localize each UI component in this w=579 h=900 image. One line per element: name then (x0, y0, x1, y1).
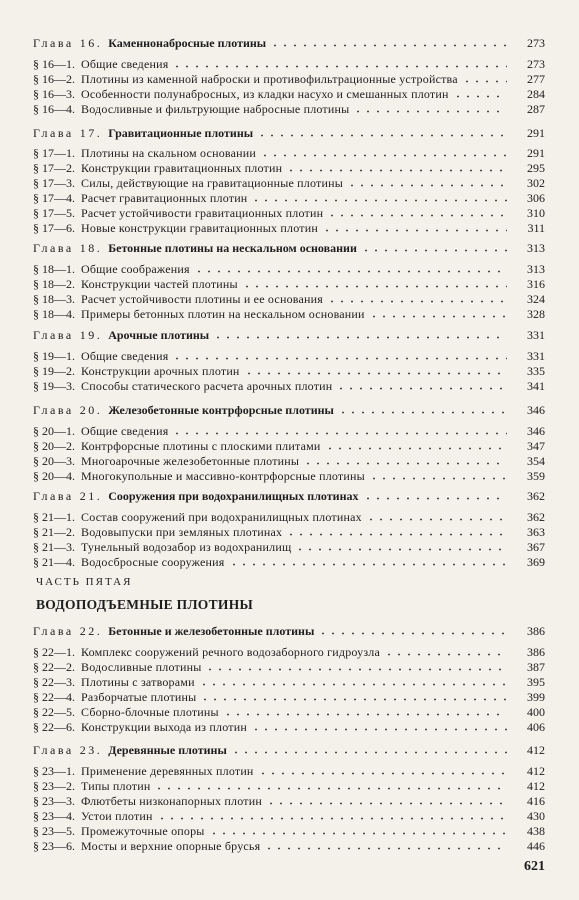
dot-leader (209, 825, 507, 835)
chapter-label: Глава (33, 624, 74, 638)
section-number: § 17—1. (33, 146, 75, 160)
page-ref: 363 (527, 525, 545, 539)
toc-entry (33, 176, 545, 191)
toc-entry (33, 469, 545, 484)
page-ref: 446 (527, 839, 545, 853)
toc-entry (33, 292, 545, 307)
dot-leader (172, 425, 507, 435)
section-title: Флютбеты низконапорных плотин (81, 794, 262, 808)
toc-entry (33, 690, 545, 705)
page-ref: 412 (527, 779, 545, 793)
section-number: § 22—2. (33, 660, 75, 674)
toc-entry (33, 87, 545, 102)
section-title: Расчет устойчивости плотины и ее основания (81, 292, 323, 306)
section-title: Мосты и верхние опорные брусья (81, 839, 261, 853)
section-title: Водосливные плотины (81, 660, 202, 674)
section-title: Типы плотин (81, 779, 151, 793)
toc-entry (33, 525, 545, 540)
page-ref: 277 (527, 72, 545, 86)
toc-entry (33, 161, 545, 176)
chapter-label: Глава (33, 328, 74, 342)
dot-leader (384, 646, 507, 656)
toc-entry (33, 660, 545, 675)
toc-entry (33, 57, 545, 72)
section-title: Применение деревянных плотин (81, 764, 254, 778)
toc-entry (33, 72, 545, 87)
toc-entry (33, 645, 545, 660)
page-ref: 367 (527, 540, 545, 554)
page-ref: 311 (527, 221, 545, 235)
chapter-title: Арочные плотины (108, 328, 210, 342)
page-ref: 359 (527, 469, 545, 483)
page-ref: 369 (527, 555, 545, 569)
dot-leader (361, 242, 507, 252)
part-label: ЧАСТЬ ПЯТАЯ (36, 576, 133, 588)
page-ref: 354 (527, 454, 545, 468)
page-ref: 400 (527, 705, 545, 719)
dot-leader (286, 526, 507, 536)
section-number: § 22—1. (33, 645, 75, 659)
section-title: Общие сведения (81, 57, 169, 71)
section-title: Примеры бетонных плотин на нескальном основании (81, 307, 365, 321)
section-number: § 16—3. (33, 87, 75, 101)
chapter-title: Каменнонабросные плотины (108, 36, 267, 50)
dot-leader (369, 308, 507, 318)
page-ref: 291 (527, 126, 545, 140)
page-ref: 395 (527, 675, 545, 689)
dot-leader (244, 365, 507, 375)
dot-leader (257, 127, 507, 137)
dot-leader (260, 147, 507, 157)
dot-leader (251, 721, 507, 731)
section-number: § 22—4. (33, 690, 75, 704)
toc-entry (33, 824, 545, 839)
section-title: Тунельный водозабор из водохранилищ (81, 540, 292, 554)
page-number: 621 (524, 859, 545, 874)
dot-leader (251, 192, 507, 202)
section-title: Способы статического расчета арочных плотин (81, 379, 333, 393)
section-title: Силы, действующие на гравитационные плотины (81, 176, 343, 190)
page-ref: 412 (527, 764, 545, 778)
dot-leader (327, 207, 507, 217)
section-number: § 23—2. (33, 779, 75, 793)
section-number: § 17—6. (33, 221, 75, 235)
dot-leader (205, 661, 507, 671)
chapter-label: Глава (33, 489, 74, 503)
page-ref: 331 (527, 349, 545, 363)
section-number: § 22—5. (33, 705, 75, 719)
section-title: Конструкции выхода из плотин (81, 720, 247, 734)
section-title: Конструкции частей плотины (81, 277, 238, 291)
chapter-title: Бетонные и железобетонные плотины (108, 624, 315, 638)
chapter-label: Глава (33, 403, 74, 417)
dot-leader (318, 625, 507, 635)
page-ref: 362 (527, 489, 545, 503)
dot-leader (172, 350, 507, 360)
section-number: § 16—1. (33, 57, 75, 71)
section-title: Общие соображения (81, 262, 190, 276)
page-ref: 302 (527, 176, 545, 190)
section-number: § 23—4. (33, 809, 75, 823)
section-number: § 20—4. (33, 469, 75, 483)
page-ref: 287 (527, 102, 545, 116)
page-ref: 438 (527, 824, 545, 838)
page-ref: 310 (527, 206, 545, 220)
page-ref: 346 (527, 424, 545, 438)
section-title: Расчет гравитационных плотин (81, 191, 248, 205)
dot-leader (322, 222, 507, 232)
page-ref: 313 (527, 241, 545, 255)
dot-leader (231, 744, 507, 754)
section-number: § 16—4. (33, 102, 75, 116)
section-number: § 23—3. (33, 794, 75, 808)
dot-leader (453, 88, 507, 98)
chapter-number: 22. (79, 624, 103, 638)
dot-leader (369, 470, 507, 480)
page-ref: 412 (527, 743, 545, 757)
section-title: Общие сведения (81, 349, 169, 363)
section-title: Водосливные и фильтрующие набросные плотины (81, 102, 350, 116)
page-ref: 324 (527, 292, 545, 306)
page-ref: 306 (527, 191, 545, 205)
page-ref: 335 (527, 364, 545, 378)
dot-leader (266, 795, 507, 805)
chapter-number: 17. (79, 126, 103, 140)
chapter-title: Сооружения при водохранилищных плотинах (108, 489, 359, 503)
dot-leader (286, 162, 507, 172)
chapter-number: 19. (79, 328, 103, 342)
section-number: § 20—2. (33, 439, 75, 453)
part-title: ВОДОПОДЪЕМНЫЕ ПЛОТИНЫ (36, 597, 254, 612)
section-number: § 22—3. (33, 675, 75, 689)
section-number: § 16—2. (33, 72, 75, 86)
page-ref: 313 (527, 262, 545, 276)
section-title: Разборчатые плотины (81, 690, 197, 704)
toc-entry (33, 221, 545, 236)
page-ref: 406 (527, 720, 545, 734)
dot-leader (353, 103, 507, 113)
section-number: § 20—3. (33, 454, 75, 468)
dot-leader (172, 58, 507, 68)
section-title: Сборно-блочные плотины (81, 705, 219, 719)
section-title: Конструкции арочных плотин (81, 364, 240, 378)
dot-leader (303, 455, 507, 465)
section-title: Плотины на скальном основании (81, 146, 256, 160)
page-ref: 331 (527, 328, 545, 342)
toc-entry (33, 809, 545, 824)
chapter-heading (33, 743, 545, 759)
section-title: Контрфорсные плотины с плоскими плитами (81, 439, 321, 453)
dot-leader (363, 490, 508, 500)
chapter-title: Бетонные плотины на нескальном основании (108, 241, 357, 255)
toc-entry (33, 705, 545, 720)
chapter-heading (33, 126, 545, 142)
toc-entry (33, 439, 545, 454)
chapter-number: 18. (79, 241, 103, 255)
section-title: Многоарочные железобетонные плотины (81, 454, 300, 468)
section-number: § 21—1. (33, 510, 75, 524)
chapter-number: 16. (79, 36, 103, 50)
section-number: § 21—4. (33, 555, 75, 569)
dot-leader (336, 380, 507, 390)
section-number: § 17—3. (33, 176, 75, 190)
section-number: § 21—2. (33, 525, 75, 539)
chapter-heading (33, 489, 545, 505)
page-ref: 387 (527, 660, 545, 674)
section-title: Устои плотин (81, 809, 153, 823)
toc-entry (33, 510, 545, 525)
toc-entry (33, 191, 545, 206)
chapter-label: Глава (33, 36, 74, 50)
section-number: § 18—4. (33, 307, 75, 321)
toc-entry (33, 262, 545, 277)
dot-leader (213, 329, 507, 339)
dot-leader (157, 810, 507, 820)
section-title: Расчет устойчивости гравитационных плотин (81, 206, 324, 220)
section-number: § 23—5. (33, 824, 75, 838)
page-ref: 341 (527, 379, 545, 393)
toc-entry (33, 794, 545, 809)
page-ref: 362 (527, 510, 545, 524)
section-number: § 17—5. (33, 206, 75, 220)
chapter-heading (33, 328, 545, 344)
page-ref: 328 (527, 307, 545, 321)
section-number: § 19—3. (33, 379, 75, 393)
dot-leader (270, 37, 507, 47)
chapter-number: 20. (79, 403, 103, 417)
chapter-heading (33, 403, 545, 419)
toc-entry (33, 277, 545, 292)
toc-entry (33, 839, 545, 854)
section-number: § 18—2. (33, 277, 75, 291)
dot-leader (264, 840, 507, 850)
chapter-label: Глава (33, 743, 74, 757)
page-ref: 386 (527, 624, 545, 638)
section-title: Плотины из каменной наброски и противофильтрационные устройства (81, 72, 458, 86)
toc-entry (33, 206, 545, 221)
dot-leader (338, 404, 507, 414)
toc-entry (33, 675, 545, 690)
section-number: § 23—6. (33, 839, 75, 853)
toc-entry (33, 424, 545, 439)
page-ref: 430 (527, 809, 545, 823)
chapter-number: 23. (79, 743, 103, 757)
dot-leader (258, 765, 507, 775)
page-ref: 316 (527, 277, 545, 291)
page-ref: 346 (527, 403, 545, 417)
section-title: Водовыпуски при земляных плотинах (81, 525, 283, 539)
chapter-number: 21. (79, 489, 103, 503)
toc-entry (33, 102, 545, 117)
dot-leader (200, 691, 507, 701)
dot-leader (154, 780, 507, 790)
section-title: Комплекс сооружений речного водозаборного гидроузла (81, 645, 381, 659)
toc-entry (33, 364, 545, 379)
section-title: Многокупольные и массивно-контрфорсные плотины (81, 469, 365, 483)
section-title: Общие сведения (81, 424, 169, 438)
dot-leader (327, 293, 507, 303)
chapter-title: Гравитационные плотины (108, 126, 254, 140)
dot-leader (462, 73, 507, 83)
toc-entry (33, 454, 545, 469)
section-title: Водосбросные сооружения (81, 555, 225, 569)
section-number: § 19—2. (33, 364, 75, 378)
dot-leader (366, 511, 507, 521)
page-ref: 273 (527, 57, 545, 71)
toc-entry (33, 779, 545, 794)
page-ref: 291 (527, 146, 545, 160)
page-ref: 273 (527, 36, 545, 50)
section-title: Плотины с затворами (81, 675, 195, 689)
section-title: Особенности полунабросных, из кладки насухо и смешанных плотин (81, 87, 449, 101)
section-title: Промежуточные опоры (81, 824, 205, 838)
page-ref: 399 (527, 690, 545, 704)
page-ref: 284 (527, 87, 545, 101)
chapter-title: Железобетонные контрфорсные плотины (108, 403, 334, 417)
chapter-label: Глава (33, 126, 74, 140)
dot-leader (194, 263, 507, 273)
chapter-title: Деревянные плотины (108, 743, 227, 757)
toc-entry (33, 555, 545, 570)
dot-leader (242, 278, 507, 288)
dot-leader (223, 706, 507, 716)
toc-entry (33, 764, 545, 779)
page-ref: 386 (527, 645, 545, 659)
section-number: § 23—1. (33, 764, 75, 778)
section-title: Состав сооружений при водохранилищных плотинах (81, 510, 362, 524)
chapter-heading (33, 241, 545, 257)
page-ref: 295 (527, 161, 545, 175)
toc-entry (33, 540, 545, 555)
dot-leader (229, 556, 507, 566)
dot-leader (325, 440, 507, 450)
section-number: § 17—2. (33, 161, 75, 175)
toc-entry (33, 720, 545, 735)
section-number: § 18—1. (33, 262, 75, 276)
toc-entry (33, 379, 545, 394)
dot-leader (347, 177, 507, 187)
page-ref: 347 (527, 439, 545, 453)
toc-entry (33, 146, 545, 161)
toc-entry (33, 349, 545, 364)
chapter-label: Глава (33, 241, 74, 255)
dot-leader (295, 541, 507, 551)
section-number: § 22—6. (33, 720, 75, 734)
toc-entry (33, 307, 545, 322)
chapter-heading (33, 36, 545, 52)
section-number: § 17—4. (33, 191, 75, 205)
section-number: § 19—1. (33, 349, 75, 363)
page-ref: 416 (527, 794, 545, 808)
dot-leader (199, 676, 507, 686)
section-number: § 21—3. (33, 540, 75, 554)
section-title: Конструкции гравитационных плотин (81, 161, 283, 175)
section-number: § 20—1. (33, 424, 75, 438)
chapter-heading (33, 624, 545, 640)
section-number: § 18—3. (33, 292, 75, 306)
section-title: Новые конструкции гравитационных плотин (81, 221, 318, 235)
